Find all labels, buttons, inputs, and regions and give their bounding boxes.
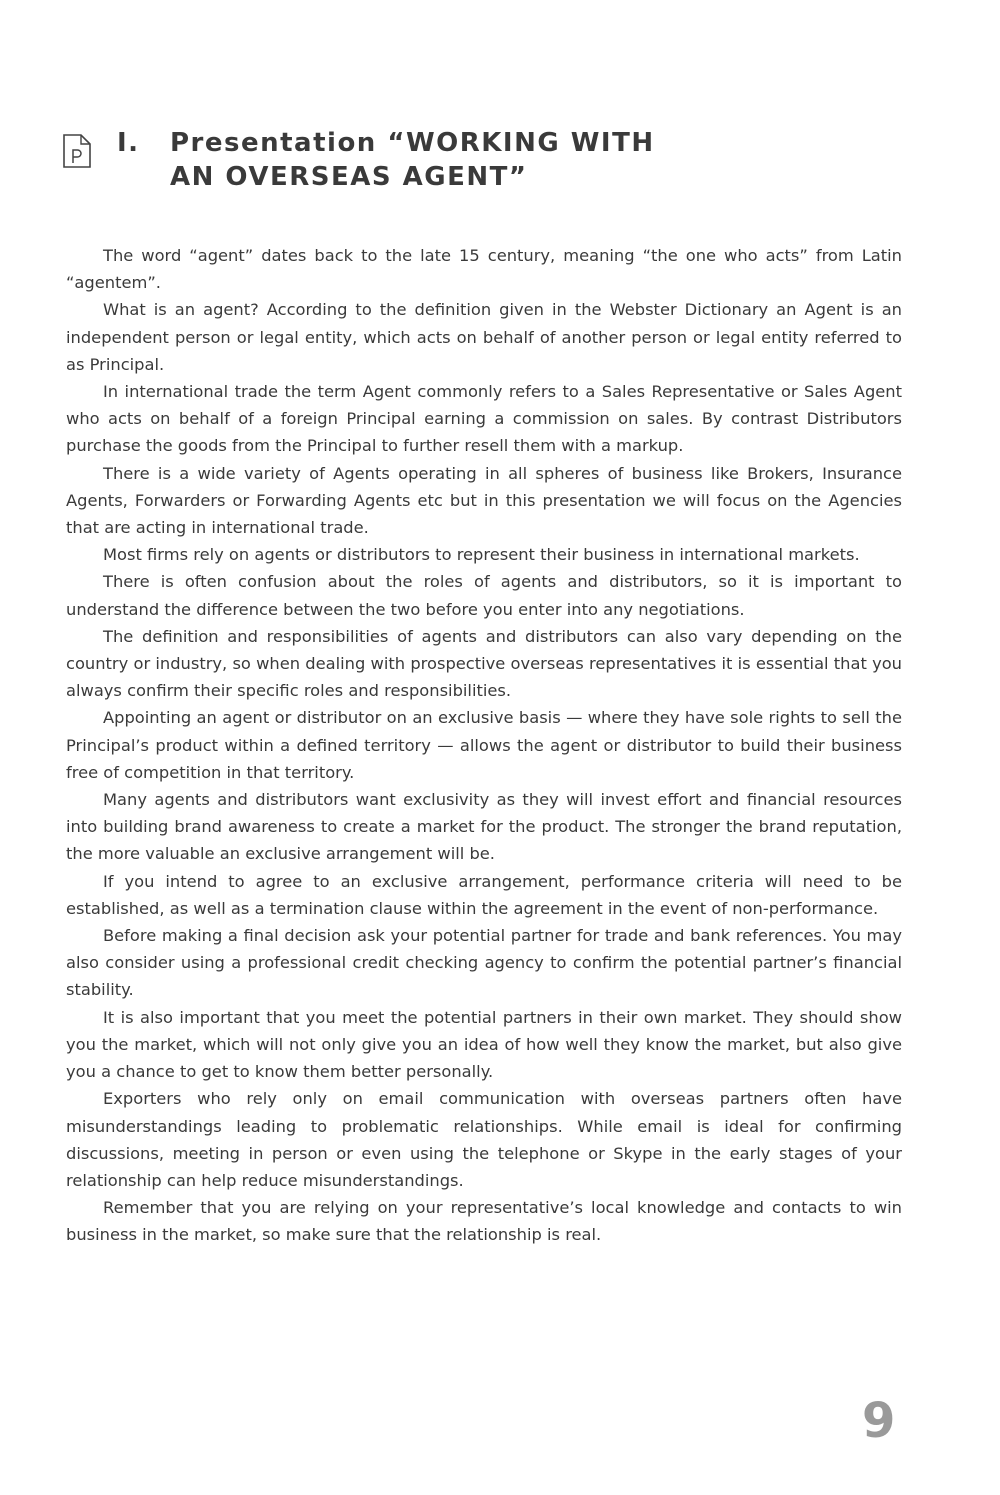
page-number: 9: [862, 1393, 896, 1449]
section-number: I.: [117, 128, 140, 158]
paragraph: The word “agent” dates back to the late 15 century, meaning “the one who acts” from Latin “agentem”.: [66, 246, 902, 293]
paragraph: Remember that you are relying on your representative’s local knowledge and contacts to win business in the market, so make sure that the relationship is real.: [66, 1198, 902, 1245]
paragraph: If you intend to agree to an exclusive arrangement, performance criteria will need to be established, as well as a termination clause within the agreement in the event of non-performance.: [66, 871, 902, 918]
heading-title-part-2: AN OVERSEAS AGENT”: [170, 162, 528, 192]
paragraph: Many agents and distributors want exclusivity as they will invest effort and financial resources into building brand awareness to create a market for the product. The stronger the brand reputation, the more valuable an exclusive arrangement will be.: [66, 790, 902, 864]
paragraph: What is an agent? According to the definition given in the Webster Dictionary an Agent is an independent person or legal entity, which acts on behalf of another person or legal entity referred to as Principal.: [66, 300, 902, 374]
heading-line-1: [117, 126, 737, 160]
section-heading: [117, 126, 737, 194]
paragraph: In international trade the term Agent commonly refers to a Sales Representative or Sales Agent who acts on behalf of a foreign Principal earning a commission on sales. By contrast Distributors purchase the goods from the Principal to further resell them with a markup.: [66, 382, 902, 456]
paragraph: The definition and responsibilities of agents and distributors can also vary depending on the country or industry, so when dealing with prospective overseas representatives it is essential that you always confirm their specific roles and responsibilities.: [66, 626, 902, 701]
paragraph: It is also important that you meet the potential partners in their own market. They should show you the market, which will not only give you an idea of how well they know the market, but also give you a chance to get to know them better personally.: [66, 1007, 902, 1082]
paragraph: Exporters who rely only on email communication with overseas partners often have misunderstandings leading to problematic relationships. While email is ideal for confirming discussions, meeting in person or even using the telephone or Skype in the early stages of your relationship can help reduce misunderstandings.: [66, 1089, 902, 1190]
body-text: [66, 242, 902, 1249]
document-icon: [62, 133, 92, 169]
heading-title-part-1: Presentation “WORKING WITH: [170, 128, 655, 158]
paragraph: Most firms rely on agents or distributors to represent their business in international markets.: [103, 545, 860, 565]
paragraph: There is a wide variety of Agents operating in all spheres of business like Brokers, Insurance Agents, Forwarders or Forwarding Agents etc but in this presentation we will focus on the Agencies that are acting in international trade.: [66, 463, 902, 538]
paragraph: Before making a final decision ask your potential partner for trade and bank references. You may also consider using a professional credit checking agency to confirm the potential partner’s financial stability.: [66, 926, 902, 1000]
paragraph: There is often confusion about the roles of agents and distributors, so it is important to understand the difference between the two before you enter into any negotiations.: [66, 572, 902, 619]
paragraph: Appointing an agent or distributor on an exclusive basis — where they have sole rights to sell the Principal’s product within a defined territory — allows the agent or distributor to build their business free of competition in that territory.: [66, 708, 902, 782]
